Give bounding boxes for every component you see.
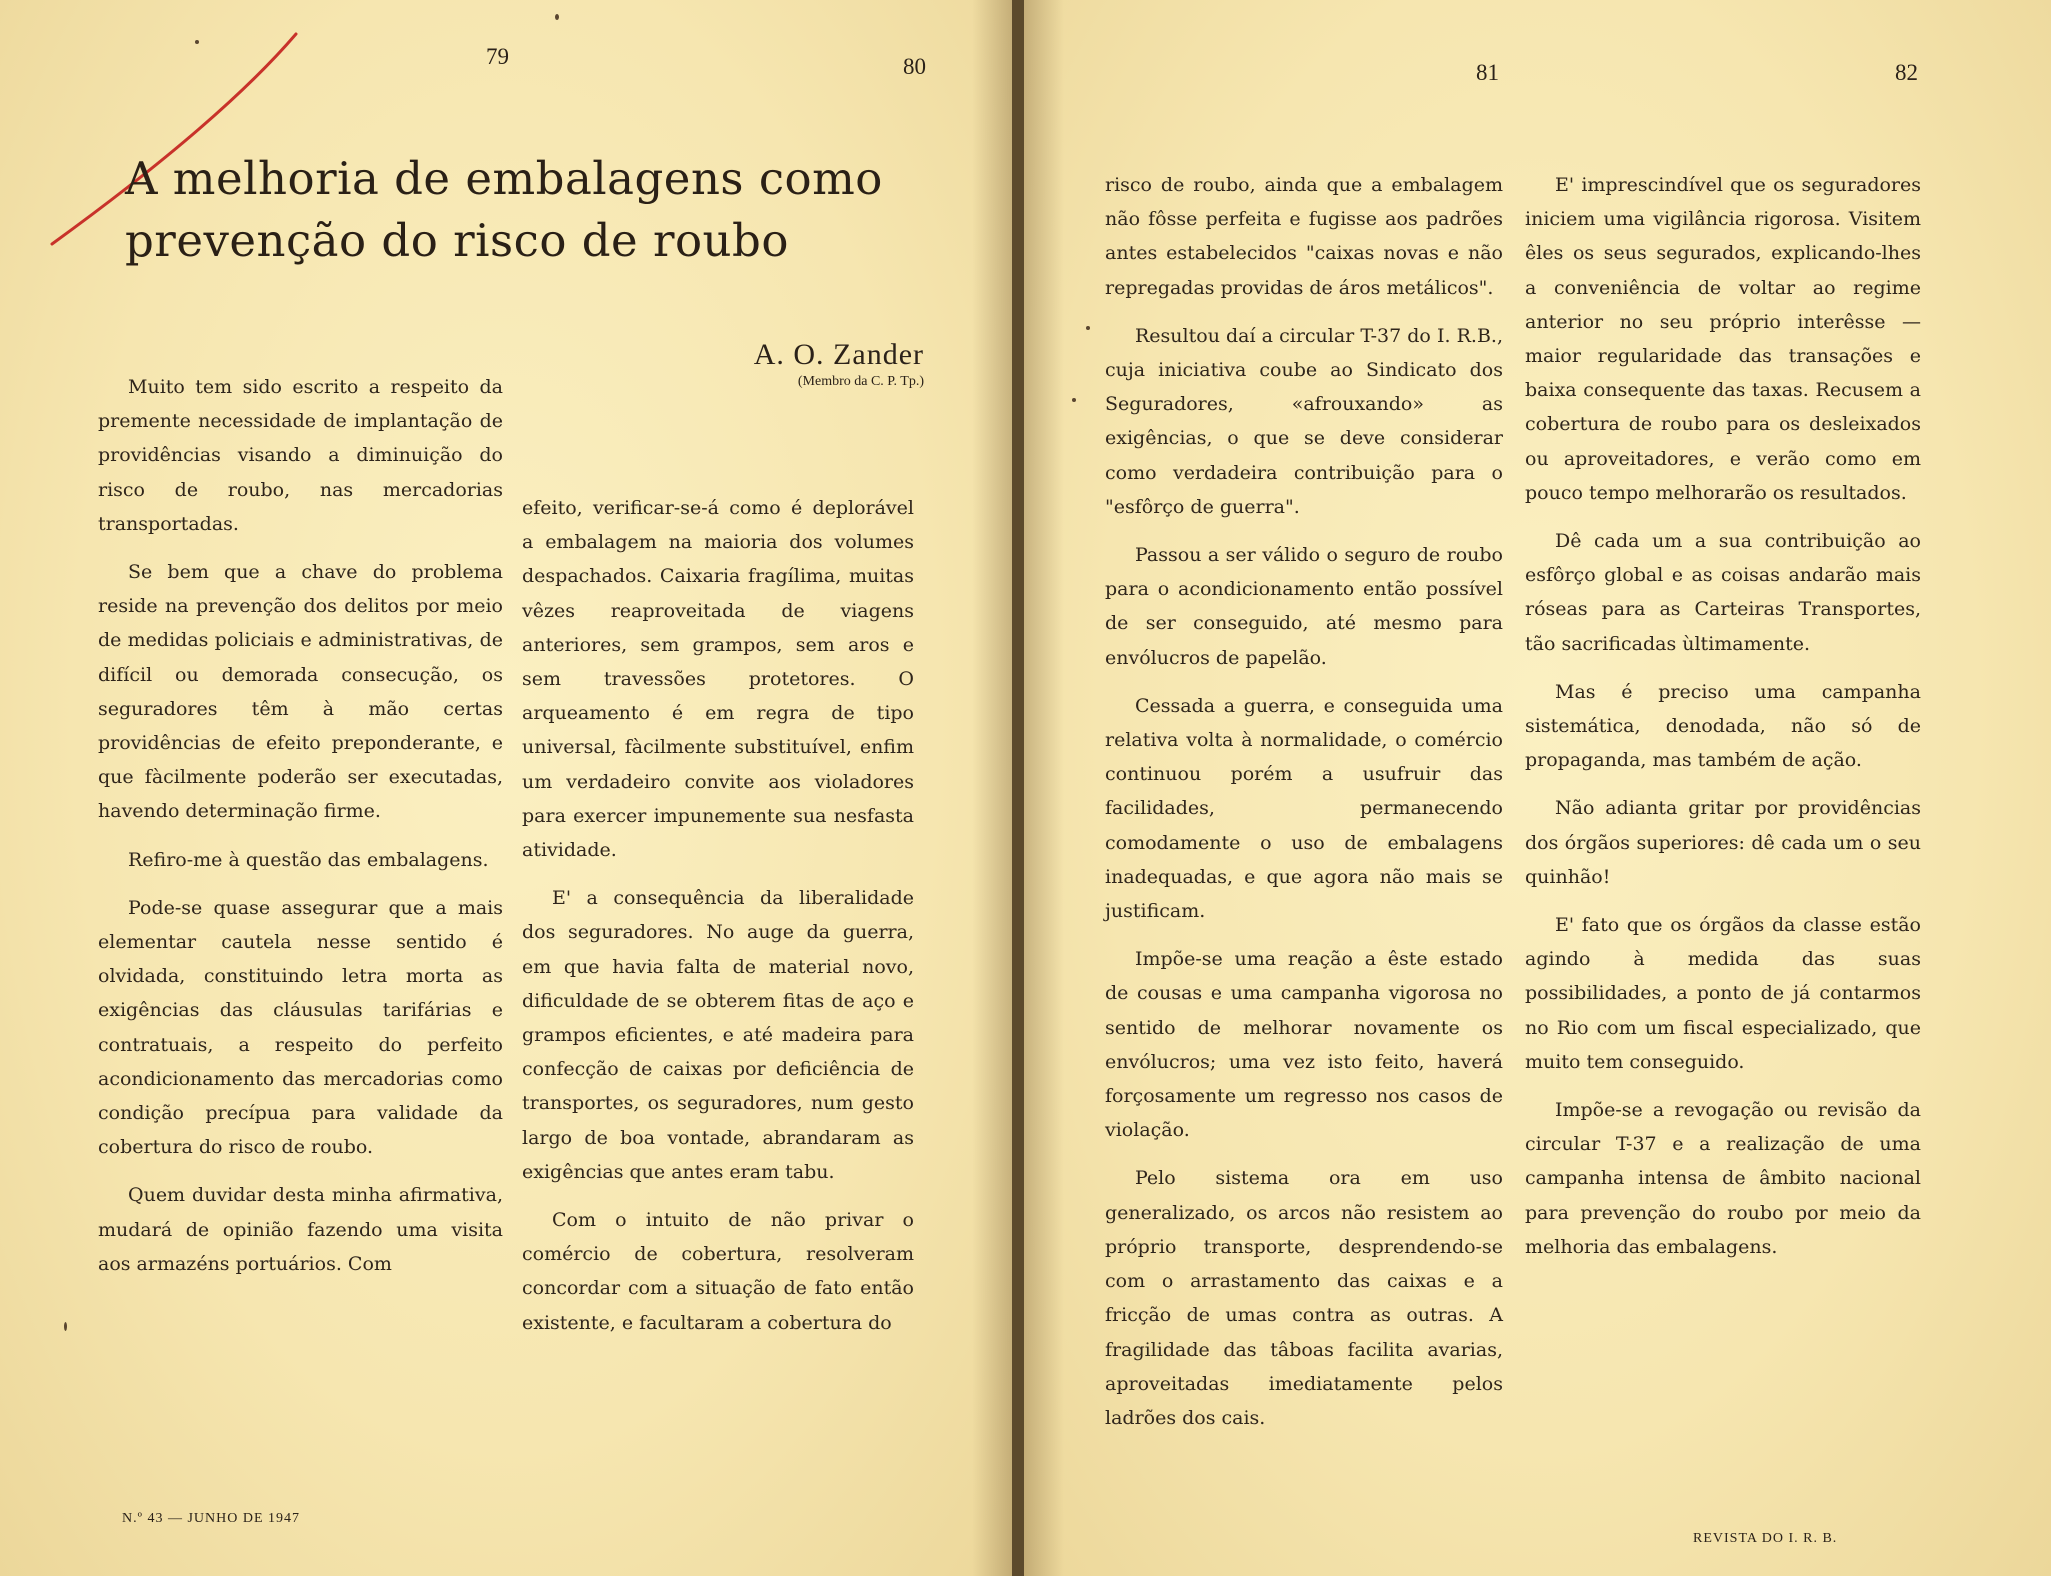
paragraph: Pelo sistema ora em uso generalizado, os arcos não resistem ao próprio transporte, desprendendo-se com o arrastamento das caixas e a fricção de umas contra as outras. A fragilidade das tâboas facilita avarias, aproveitadas imediatamente pelos ladrões dos cais. — [1105, 1167, 1503, 1429]
paragraph: E' a consequência da liberalidade dos seguradores. No auge da guerra, em que havia falta de material novo, dificuldade de se obterem fitas de aço e grampos eficientes, e até madeira para confecção de caixas por deficiência de transportes, os seguradores, num gesto largo de boa vontade, abrandaram as exigências que antes eram tabu. — [522, 887, 914, 1183]
paper-speck — [1086, 326, 1090, 330]
paper-speck — [1072, 398, 1076, 402]
paragraph: Impõe-se a revogação ou revisão da circular T-37 e a realização de uma campanha intensa de âmbito nacional para prevenção do roubo por meio da melhoria das embalagens. — [1525, 1099, 1921, 1258]
paragraph: E' imprescindível que os seguradores iniciem uma vigilância rigorosa. Visitem êles os seus segurados, explicando-lhes a conveniência de voltar ao regime anterior no seu próprio interêsse — maior regularidade das transações e baixa consequente das taxas. Recusem a cobertura de roubo para os desleixados ou aproveitadores, e verão como em pouco tempo melhorarão os resultados. — [1525, 174, 1921, 504]
paragraph: Dê cada um a sua contribuição ao esfôrço global e as coisas andarão mais róseas para as Carteiras Transportes, tão sacrificadas ùltimamente. — [1525, 530, 1921, 655]
page-number-80: 80 — [903, 54, 926, 79]
gutter-shadow — [1024, 0, 1064, 1576]
page-number-79: 79 — [486, 44, 509, 69]
author-role: (Membro da C. P. Tp.) — [797, 374, 924, 389]
paragraph: efeito, verificar-se-á como é deplorável a embalagem na maioria dos volumes despachados. Caixaria fragílima, muitas vêzes reaproveitada de viagens anteriores, sem grampos, sem aros e sem travessões protetores. O arqueamento é em regra de tipo universal, fàcilmente substituível, enfim um verdadeiro convite aos violadores para exercer impunemente sua nesfasta atividade. — [522, 497, 914, 862]
paragraph: Se bem que a chave do problema reside na prevenção dos delitos por meio de medidas policiais e administrativas, de difícil ou demorada consecução, os seguradores têm à mão certas providências de efeito preponderante, e que fàcilmente poderão ser executadas, havendo determinação firme. — [98, 561, 503, 823]
paragraph: Pode-se quase assegurar que a mais elementar cautela nesse sentido é olvidada, constituindo letra morta as exigências das cláusulas tarifárias e contratuais, a respeito do perfeito acondicionamento das mercadorias como condição precípua para validade da cobertura do risco de roubo. — [98, 896, 503, 1159]
text-column-4 — [1525, 168, 1921, 1278]
paragraph: risco de roubo, ainda que a embalagem não fôsse perfeita e fugisse aos padrões antes estabelecidos "caixas novas e não repregadas providas de áros metálicos". — [1105, 174, 1503, 299]
paragraph: Muito tem sido escrito a respeito da premente necessidade de implantação de providências visando a diminuição do risco de roubo, nas mercadorias transportadas. — [98, 376, 503, 535]
paper-speck — [195, 40, 199, 44]
gutter-shadow — [972, 0, 1012, 1576]
paragraph: E' fato que os órgãos da classe estão agindo à medida das suas possibilidades, a ponto de já contarmos no Rio com um fiscal especializado, que muito tem conseguido. — [1525, 914, 1921, 1073]
text-column-2 — [522, 491, 914, 1354]
text-column-3 — [1105, 168, 1503, 1449]
article-title: A melhoria de embalagens como prevenção do risco de roubo — [125, 152, 883, 267]
text-column-1 — [98, 370, 503, 1295]
paragraph: Não adianta gritar por providências dos órgãos superiores: dê cada um o seu quinhão! — [1525, 797, 1921, 888]
paragraph: Quem duvidar desta minha afirmativa, mudará de opinião fazendo uma visita aos armazéns portuários. Com — [98, 1184, 503, 1275]
paragraph: Refiro-me à questão das embalagens. — [128, 848, 489, 871]
page-number-81: 81 — [1476, 60, 1499, 85]
author-block — [700, 338, 924, 390]
page-number-82: 82 — [1895, 60, 1918, 85]
paragraph: Impõe-se uma reação a êste estado de cousas e uma campanha vigorosa no sentido de melhorar novamente os envólucros; uma vez isto feito, haverá forçosamente um regresso nos casos de violação. — [1105, 948, 1503, 1142]
paragraph: Passou a ser válido o seguro de roubo para o acondicionamento então possível de ser conseguido, até mesmo para envólucros de papelão. — [1105, 544, 1503, 669]
paragraph: Mas é preciso uma campanha sistemática, denodada, não só de propaganda, mas também de ação. — [1525, 680, 1921, 772]
paper-speck — [555, 14, 559, 20]
paper-speck — [64, 1322, 67, 1331]
paragraph: Com o intuito de não privar o comércio de cobertura, resolveram concordar com a situação de fato então existente, e facultaram a cobertura do — [522, 1209, 914, 1334]
footer-publication: REVISTA DO I. R. B. — [1693, 1531, 1838, 1546]
left-page — [0, 0, 1012, 1576]
footer-issue: N.º 43 — JUNHO DE 1947 — [122, 1511, 301, 1526]
paragraph: Cessada a guerra, e conseguida uma relativa volta à normalidade, o comércio continuou porém a usufruir das facilidades, permanecendo comodamente o uso de embalagens inadequadas, e que agora não mais se justificam. — [1105, 694, 1503, 923]
paragraph: Resultou daí a circular T-37 do I. R.B., cuja iniciativa coube ao Sindicato dos Seguradores, «afrouxando» as exigências, o que se deve considerar como verdadeira contribuição para o "esfôrço de guerra". — [1105, 324, 1503, 518]
author-name: A. O. Zander — [753, 338, 924, 371]
